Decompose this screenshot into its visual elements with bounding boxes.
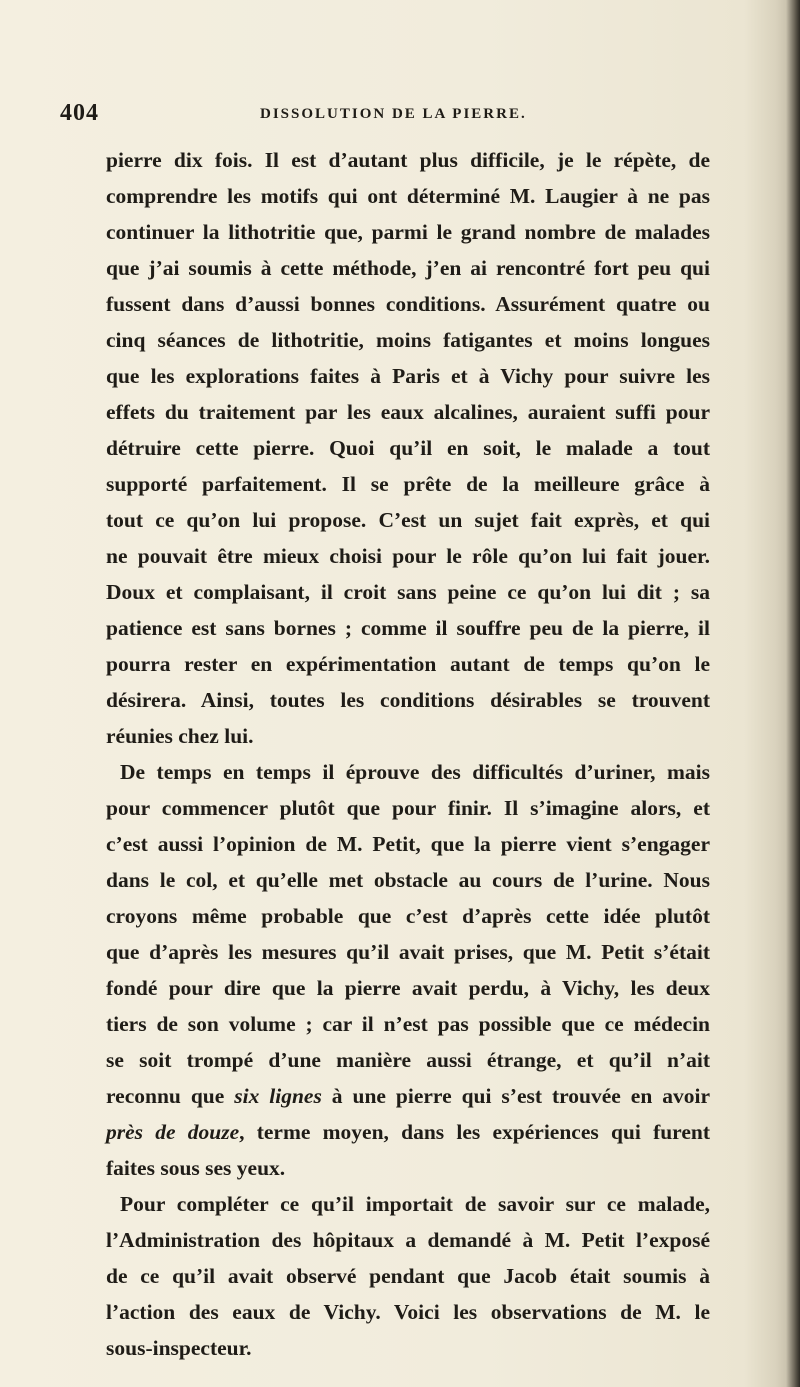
text-line: se soit trompé d’une manière aussi étrange, et qu’il n’ait <box>106 1048 710 1072</box>
text-run: reconnu que <box>106 1084 235 1108</box>
italic-run: près de douze <box>106 1120 240 1144</box>
text-line: croyons même probable que c’est d’après cette idée plutôt <box>106 904 710 928</box>
page-gutter-shadow <box>786 0 800 1387</box>
page-number: 404 <box>60 100 99 126</box>
italic-run: six lignes <box>234 1084 322 1108</box>
text-line: pour commencer plutôt que pour finir. Il s’imagine alors, et <box>106 796 710 820</box>
text-line: de ce qu’il avait observé pendant que Jacob était soumis à <box>106 1264 710 1288</box>
text-line: comprendre les motifs qui ont déterminé M. Laugier à ne pas <box>106 184 710 208</box>
text-line: l’Administration des hôpitaux a demandé à M. Petit l’exposé <box>106 1228 710 1252</box>
text-line: supporté parfaitement. Il se prête de la meilleure grâce à <box>106 472 710 496</box>
text-line: faites sous ses yeux. <box>106 1156 286 1180</box>
text-run: , terme moyen, dans les expériences qui furent <box>239 1120 710 1144</box>
paragraph-start-line: De temps en temps il éprouve des difficultés d’uriner, mais <box>120 760 710 784</box>
paragraph-start-line: Pour compléter ce qu’il importait de savoir sur ce malade, <box>120 1192 710 1216</box>
text-line: que d’après les mesures qu’il avait prises, que M. Petit s’était <box>106 940 710 964</box>
text-line-with-italic <box>106 1114 710 1150</box>
text-line: cinq séances de lithotritie, moins fatigantes et moins longues <box>106 328 710 352</box>
text-line: pierre dix fois. Il est d’autant plus difficile, je le répète, de <box>106 148 710 172</box>
text-run: à une pierre qui s’est trouvée en avoir <box>321 1084 710 1108</box>
text-line: détruire cette pierre. Quoi qu’il en soit, le malade a tout <box>106 436 710 460</box>
text-line: fondé pour dire que la pierre avait perdu, à Vichy, les deux <box>106 976 710 1000</box>
text-line-with-italic <box>106 1078 710 1114</box>
text-line: Doux et complaisant, il croit sans peine ce qu’on lui dit ; sa <box>106 580 710 604</box>
text-line: que les explorations faites à Paris et à Vichy pour suivre les <box>106 364 710 388</box>
text-line: tout ce qu’on lui propose. C’est un sujet fait exprès, et qui <box>106 508 710 532</box>
text-line: fussent dans d’aussi bonnes conditions. Assurément quatre ou <box>106 292 710 316</box>
text-line: tiers de son volume ; car il n’est pas possible que ce médecin <box>106 1012 710 1036</box>
text-line: continuer la lithotritie que, parmi le grand nombre de malades <box>106 220 710 244</box>
text-line: que j’ai soumis à cette méthode, j’en ai rencontré fort peu qui <box>106 256 710 280</box>
text-line: sous-inspecteur. <box>106 1336 252 1360</box>
text-line: pourra rester en expérimentation autant de temps qu’on le <box>106 652 710 676</box>
text-line: l’action des eaux de Vichy. Voici les observations de M. le <box>106 1300 710 1324</box>
text-line: désirera. Ainsi, toutes les conditions désirables se trouvent <box>106 688 710 712</box>
text-line: dans le col, et qu’elle met obstacle au cours de l’urine. Nous <box>106 868 710 892</box>
running-head: DISSOLUTION DE LA PIERRE. <box>260 106 527 122</box>
text-line: ne pouvait être mieux choisi pour le rôle qu’on lui fait jouer. <box>106 544 710 568</box>
text-line: effets du traitement par les eaux alcalines, auraient suffi pour <box>106 400 710 424</box>
page-header <box>60 100 720 130</box>
text-line: réunies chez lui. <box>106 724 254 748</box>
text-line: patience est sans bornes ; comme il souffre peu de la pierre, il <box>106 616 710 640</box>
body-text <box>106 142 710 1366</box>
text-line: c’est aussi l’opinion de M. Petit, que la pierre vient s’engager <box>106 832 710 856</box>
